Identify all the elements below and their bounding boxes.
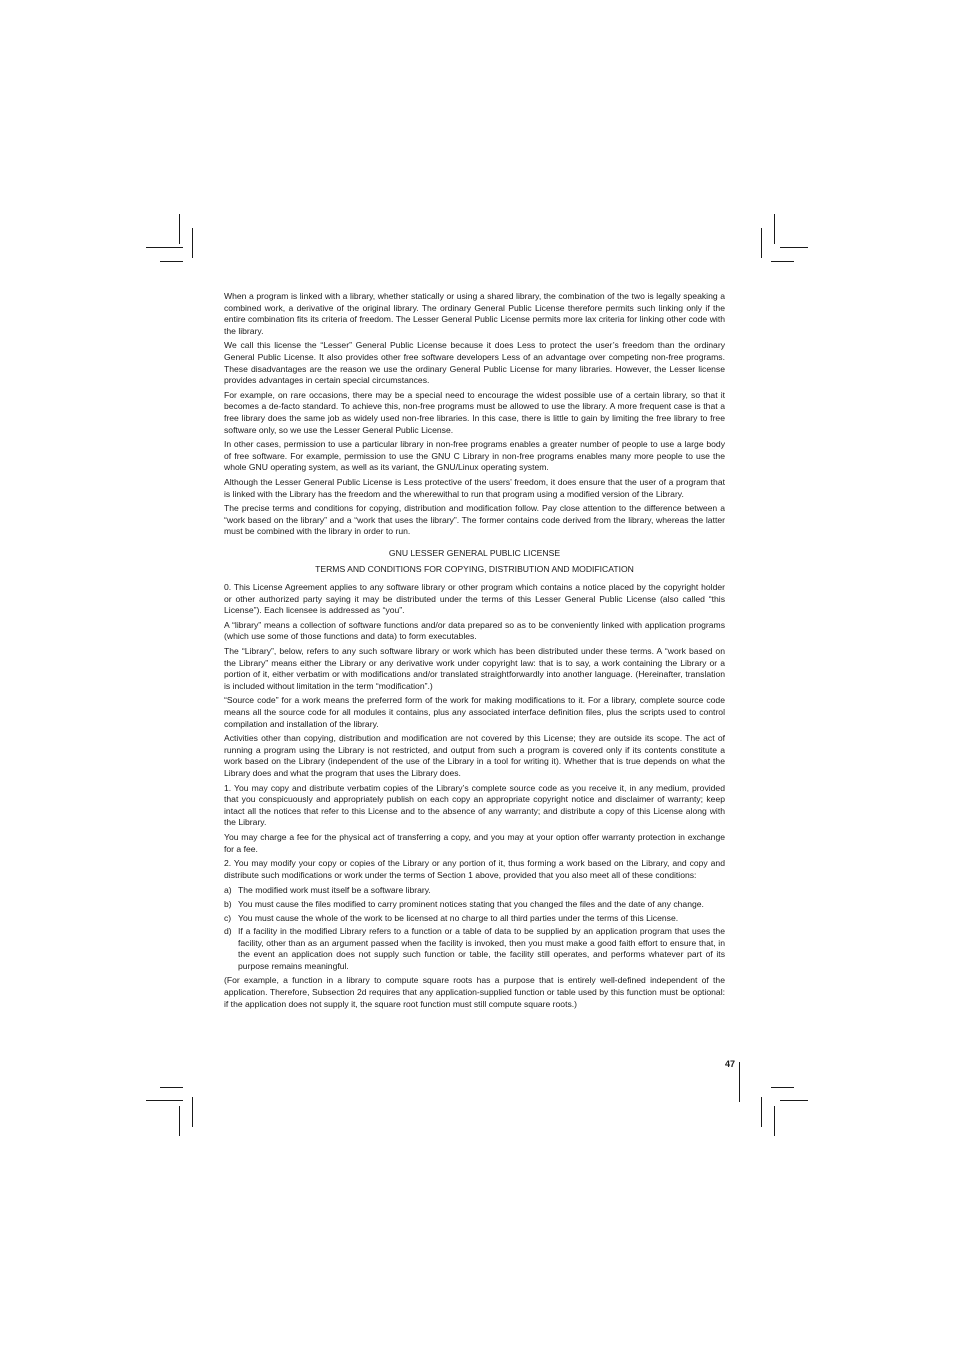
crop-mark [160,261,183,262]
list-marker: a) [224,885,232,896]
paragraph: A “library” means a collection of software functions and/or data prepared so as to be conveniently linked with application programs (which use some of those functions and data) to form executables. [224,619,725,642]
list-item-text: The modified work must itself be a software library. [238,885,431,896]
list-marker: b) [224,898,232,909]
list-item-text: You must cause the whole of the work to be licensed at no charge to all third parties under the terms of this License. [238,912,679,923]
paragraph: 0. This License Agreement applies to any software library or other program which contains a notice placed by the copyright holder or other authorized party saying it may be distributed under the terms of this Lesser General Public License (also called “this License”). Each licensee is addressed as “you”. [224,582,725,616]
paragraph: Activities other than copying, distribution and modification are not covered by this License; they are outside its scope. The act of running a program using the Library is not restricted, and output from such a program is covered only if its contents constitute a work based on the Library (independent of the use of the Library in a tool for writing it). Whether that is true depends on what the Library does and what the program that uses the Library does. [224,733,725,778]
paragraph: We call this license the “Lesser” General Public License because it does Less to protect the user’s freedom than the ordinary General Public License. It also provides other free software developers Less of an advantage over competing non-free programs. These disadvantages are the reason we use the ordinary General Public License for many libraries. However, the Lesser license provides advantages in certain special circumstances. [224,340,725,386]
page-number: 47 [724,1059,735,1069]
crop-mark [160,1087,183,1088]
list-item-text: You must cause the files modified to carry prominent notices stating that you changed the files and the date of any change. [238,898,704,909]
conditions-list [224,885,725,972]
terms-heading: TERMS AND CONDITIONS FOR COPYING, DISTRIBUTION AND MODIFICATION [315,564,634,575]
crop-mark [192,228,193,258]
license-heading: GNU LESSER GENERAL PUBLIC LICENSE [388,547,561,558]
crop-mark [192,1097,193,1127]
paragraph: Although the Lesser General Public License is Less protective of the users’ freedom, it does ensure that the user of a program that is linked with the Library has the freedom and the wherewithal to run that program using a modified version of the Library. [224,476,725,499]
list-item [224,885,725,897]
paragraph: 2. You may modify your copy or copies of the Library or any portion of it, thus forming a work based on the Library, and copy and distribute such modifications or work under the terms of Section 1 above, provided that you also meet all of these conditions: [224,858,725,880]
paragraph: The “Library”, below, refers to any such software library or work which has been distributed under these terms. A “work based on the Library” means either the Library or any derivative work under copyright law: that is to say, a work containing the Library or a portion of it, either verbatim or with modifications and/or translated straightforwardly into another language. (Hereinafter, translation is included without limitation in the term “modification”.) [224,646,725,691]
crop-mark [179,214,180,244]
list-marker: c) [224,912,232,923]
paragraph: (For example, a function in a library to compute square roots has a purpose that is entirely well-defined independent of the application. Therefore, Subsection 2d requires that any application-supplied function or table used by this function must be optional: if the application does not supply it, the square root function must still compute square roots.) [224,975,725,1009]
paragraph: The precise terms and conditions for copying, distribution and modification follow. Pay close attention to the difference between a “work based on the library” and a “work that uses the library”. The former contains code derived from the library, whereas the latter must be combined with the library in order to run. [224,503,725,537]
crop-mark [179,1106,180,1136]
crop-mark [774,1106,775,1136]
paragraph: In other cases, permission to use a particular library in non-free programs enables a greater number of people to use a large body of free software. For example, permission to use the GNU C Library in non-free programs enables many more people to use the whole GNU operating system, as well as its variant, the GNU/Linux operating system. [224,439,725,473]
crop-mark [771,261,794,262]
list-item-text: If a facility in the modified Library refers to a function or a table of data to be supplied by an application program that uses the facility, other than as an argument passed when the facility is invoked, then you must make a good faith effort to ensure that, in the event an application does not supply such function or table, the facility still operates, and performs whatever part of its purpose remains meaningful. [238,926,725,971]
license-text [224,291,725,1013]
paragraph: For example, on rare occasions, there may be a special need to encourage the widest possible use of a certain library, so that it becomes a de-facto standard. To achieve this, non-free programs must be allowed to use the library. A more frequent case is that a free library does the same job as widely used non-free libraries. In this case, there is little to gain by limiting the free library to free software only, so we use the Lesser General Public License. [224,389,725,435]
list-item [224,899,725,911]
crop-mark [761,1097,762,1127]
crop-mark [146,1100,183,1101]
list-item [224,913,725,925]
crop-mark [780,1100,808,1101]
paragraph: “Source code” for a work means the preferred form of the work for making modifications to it. For a library, complete source code means all the source code for all modules it contains, plus any associated interface definition files, plus the scripts used to control compilation and installation of the library. [224,695,725,729]
list-item [224,926,725,972]
crop-mark [761,228,762,258]
crop-mark [771,1087,794,1088]
crop-mark [774,214,775,244]
paragraph: You may charge a fee for the physical act of transferring a copy, and you may at your option offer warranty protection in exchange for a fee. [224,831,725,854]
crop-mark [146,247,183,248]
crop-mark [739,1062,740,1102]
paragraph: 1. You may copy and distribute verbatim copies of the Library’s complete source code as you receive it, in any medium, provided that you conspicuously and appropriately publish on each copy an appropriate copyright notice and disclaimer of warranty; keep intact all the notices that refer to this License and to the absence of any warranty; and distribute a copy of this License along with the Library. [224,782,725,828]
crop-mark [780,247,808,248]
list-marker: d) [224,926,232,937]
paragraph: When a program is linked with a library, whether statically or using a shared library, the combination of the two is legally speaking a combined work, a derivative of the original library. The ordinary General Public License therefore permits such linking only if the entire combination fits its criteria of freedom. The Lesser General Public License permits more lax criteria for linking other code with the library. [224,291,725,336]
